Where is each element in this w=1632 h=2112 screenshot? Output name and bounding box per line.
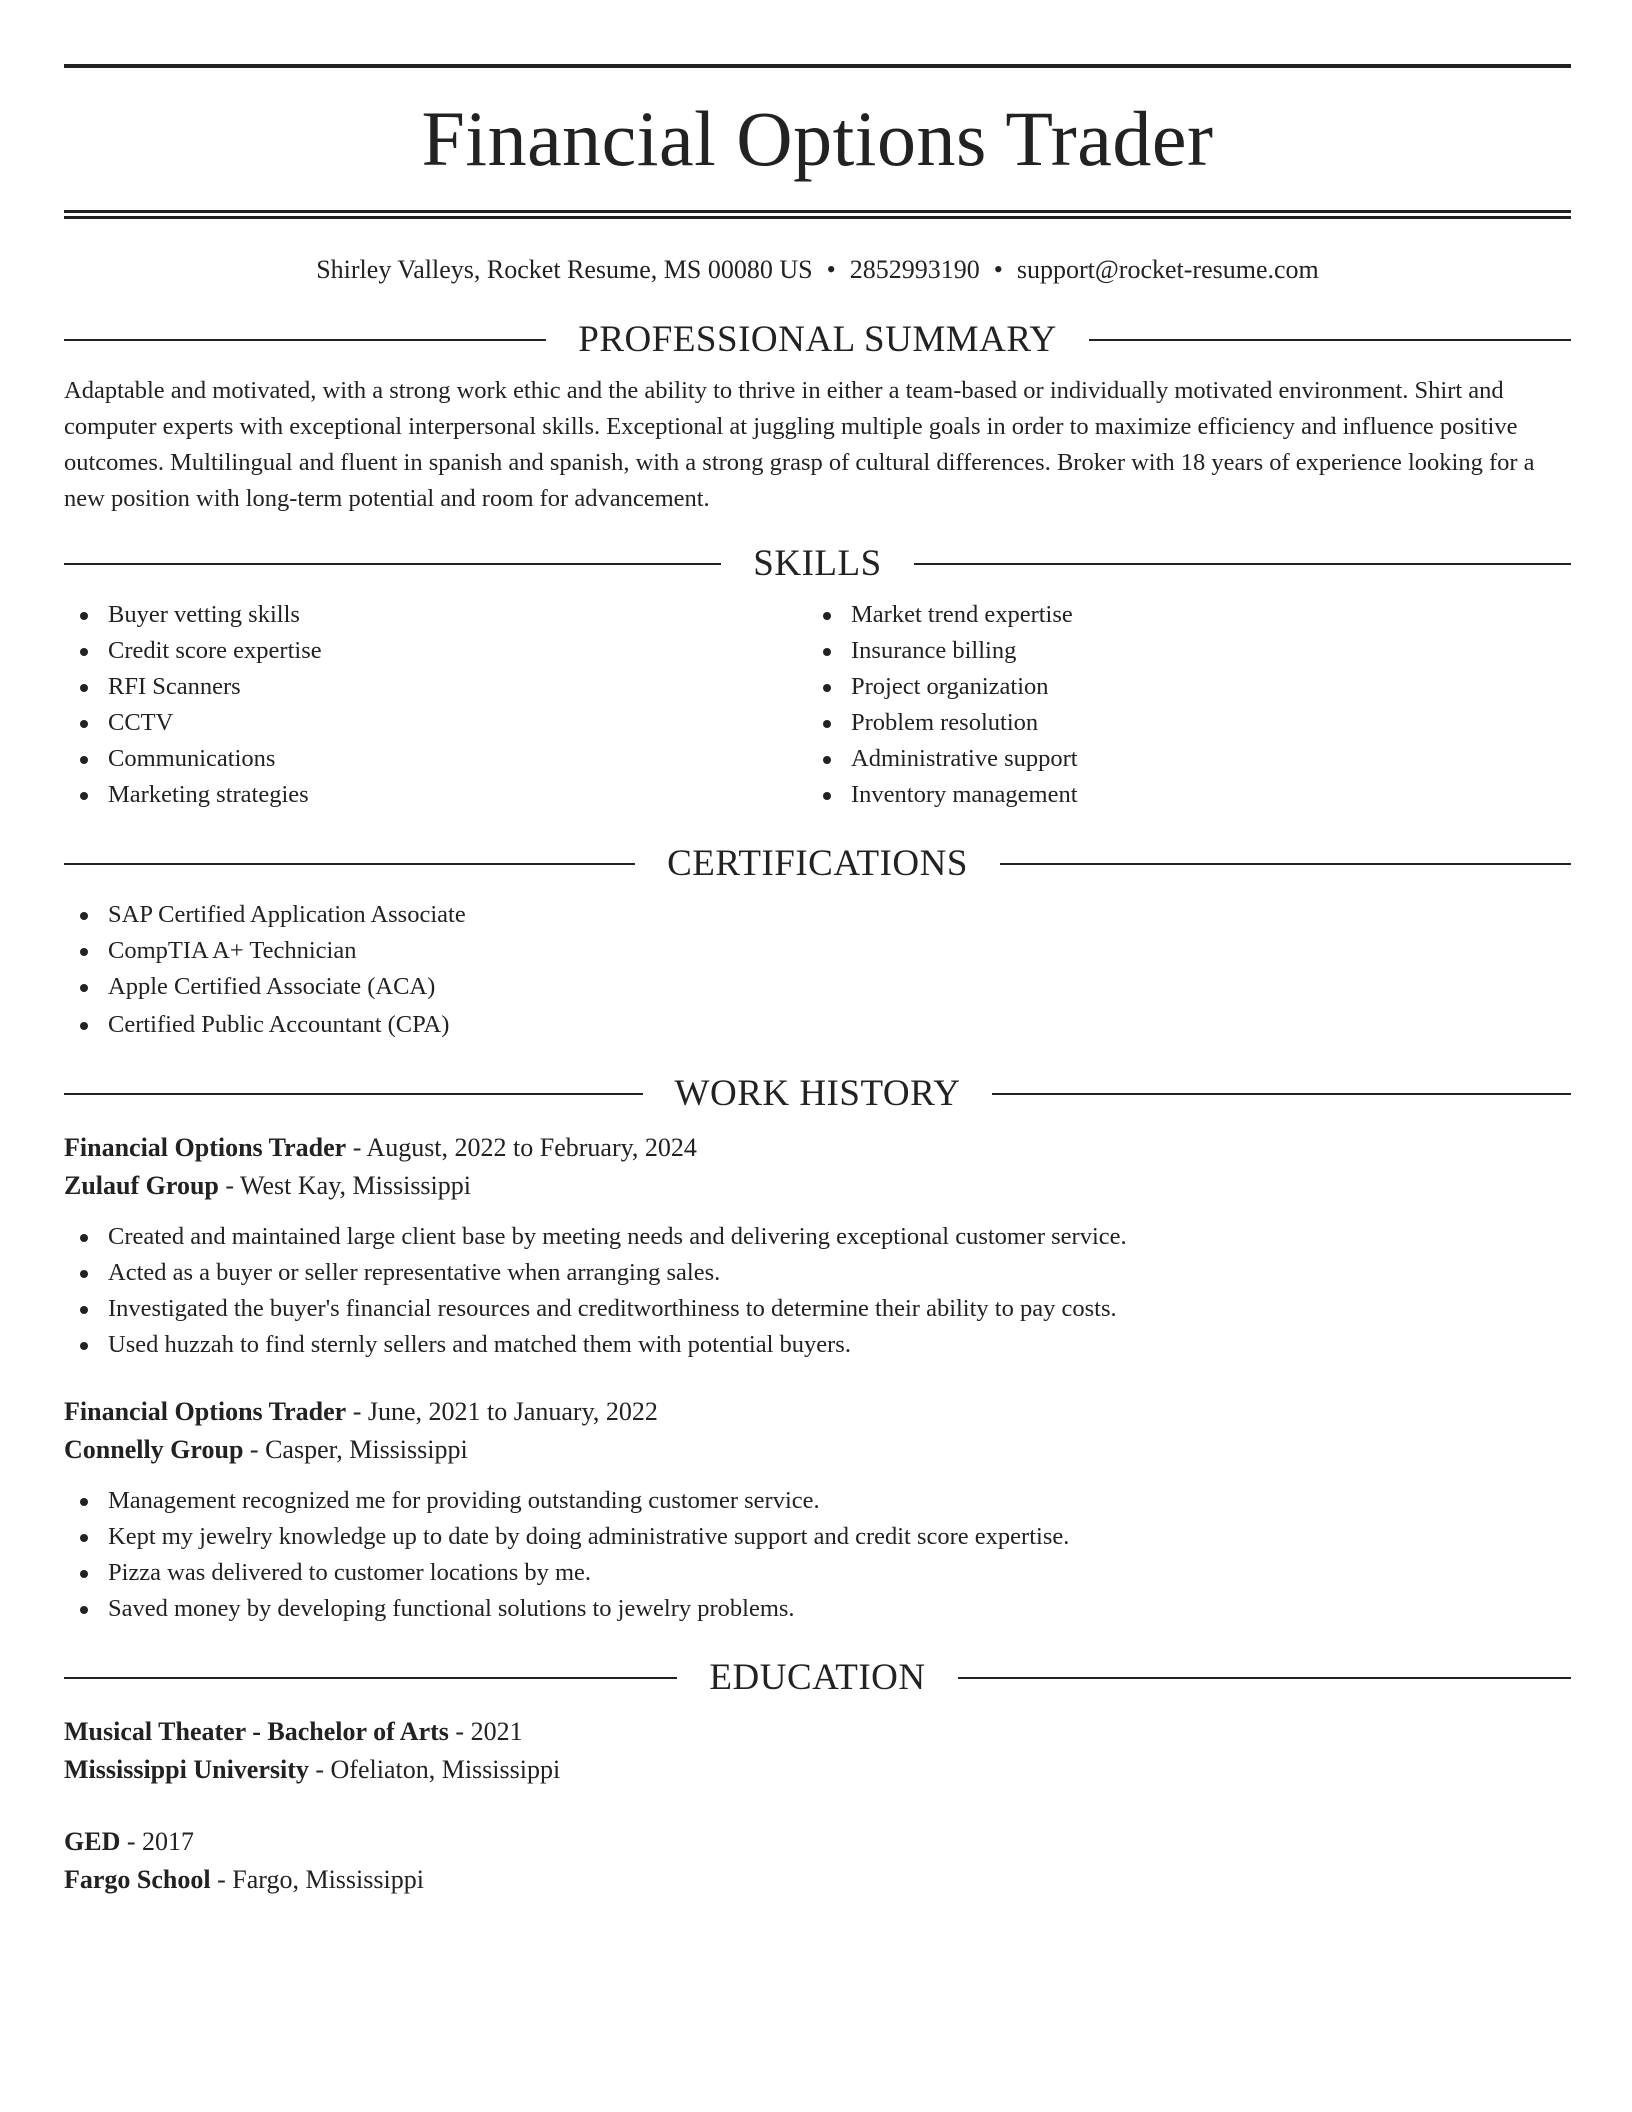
heading-rule-right bbox=[992, 1093, 1571, 1095]
heading-rule-left bbox=[64, 563, 721, 565]
contact-email: support@rocket-resume.com bbox=[1016, 255, 1319, 284]
education-location: - Fargo, Mississippi bbox=[210, 1865, 424, 1894]
contact-address: Shirley Valleys, Rocket Resume, MS 00080 US bbox=[316, 255, 813, 284]
skill-item: CCTV bbox=[64, 705, 807, 741]
job-bullet: Acted as a buyer or seller representative when arranging sales. bbox=[64, 1255, 1571, 1291]
education-year: - 2017 bbox=[120, 1827, 195, 1856]
contact-phone: 2852993190 bbox=[849, 255, 980, 284]
skill-item: Administrative support bbox=[807, 741, 1550, 777]
education-school-line bbox=[64, 1861, 1571, 1899]
section-heading-skills bbox=[64, 543, 1571, 585]
certification-item: SAP Certified Application Associate bbox=[64, 897, 1571, 933]
contact-separator: • bbox=[826, 255, 836, 284]
job-bullet: Management recognized me for providing outstanding customer service. bbox=[64, 1483, 1571, 1519]
job-bullet: Investigated the buyer's financial resources and creditworthiness to determine their ability to pay costs. bbox=[64, 1291, 1571, 1327]
education-school: Mississippi University bbox=[64, 1755, 309, 1784]
certification-item: CompTIA A+ Technician bbox=[64, 933, 1571, 969]
section-heading-summary bbox=[64, 319, 1571, 361]
section-title: EDUCATION bbox=[709, 1657, 926, 1698]
education-degree: Musical Theater - Bachelor of Arts bbox=[64, 1717, 449, 1746]
skill-item: Insurance billing bbox=[807, 633, 1550, 669]
job-company: Connelly Group bbox=[64, 1435, 244, 1464]
section-title: PROFESSIONAL SUMMARY bbox=[578, 319, 1057, 360]
contact-line bbox=[64, 255, 1571, 285]
heading-rule-right bbox=[914, 563, 1571, 565]
skill-item: Credit score expertise bbox=[64, 633, 807, 669]
education-degree: GED bbox=[64, 1827, 121, 1856]
job-bullet: Created and maintained large client base by meeting needs and delivering exceptional customer service. bbox=[64, 1219, 1571, 1255]
job-dates: - June, 2021 to January, 2022 bbox=[346, 1397, 658, 1426]
skill-item: RFI Scanners bbox=[64, 669, 807, 705]
job-bullets bbox=[64, 1483, 1571, 1627]
heading-rule-left bbox=[64, 1093, 643, 1095]
education-school-line bbox=[64, 1751, 1571, 1789]
education-degree-line bbox=[64, 1713, 1571, 1751]
section-heading-education bbox=[64, 1657, 1571, 1699]
skills-list-right bbox=[807, 597, 1550, 813]
job-title-line bbox=[64, 1129, 1571, 1167]
section-title: CERTIFICATIONS bbox=[667, 843, 968, 884]
job-dates: - August, 2022 to February, 2024 bbox=[346, 1133, 697, 1162]
education-degree-line bbox=[64, 1823, 1571, 1861]
job-company-line bbox=[64, 1431, 1571, 1469]
education-entry bbox=[64, 1823, 1571, 1899]
skill-item: Marketing strategies bbox=[64, 777, 807, 813]
job-company: Zulauf Group bbox=[64, 1171, 219, 1200]
certification-item: Certified Public Accountant (CPA) bbox=[64, 1007, 1571, 1043]
heading-rule-right bbox=[1089, 339, 1571, 341]
resume-title: Financial Options Trader bbox=[421, 95, 1214, 182]
skill-item: Buyer vetting skills bbox=[64, 597, 807, 633]
education-entry bbox=[64, 1713, 1571, 1789]
skill-item: Project organization bbox=[807, 669, 1550, 705]
job-bullet: Saved money by developing functional solutions to jewelry problems. bbox=[64, 1591, 1571, 1627]
skills-grid bbox=[64, 597, 1571, 813]
skill-item: Inventory management bbox=[807, 777, 1550, 813]
resume-page bbox=[64, 64, 1571, 1899]
top-rule bbox=[64, 64, 1571, 68]
education-year: - 2021 bbox=[448, 1717, 523, 1746]
heading-rule-right bbox=[958, 1677, 1571, 1679]
job-company-line bbox=[64, 1167, 1571, 1205]
job-location: - Casper, Mississippi bbox=[243, 1435, 468, 1464]
title-double-rule bbox=[64, 210, 1571, 219]
skill-item: Problem resolution bbox=[807, 705, 1550, 741]
job-title: Financial Options Trader bbox=[64, 1397, 347, 1426]
certification-item: Apple Certified Associate (ACA) bbox=[64, 969, 1571, 1005]
job-bullet: Kept my jewelry knowledge up to date by doing administrative support and credit score expertise. bbox=[64, 1519, 1571, 1555]
education-school: Fargo School bbox=[64, 1865, 211, 1894]
job-bullet: Used huzzah to find sternly sellers and matched them with potential buyers. bbox=[64, 1327, 1571, 1363]
section-title: WORK HISTORY bbox=[674, 1073, 961, 1114]
job-location: - West Kay, Mississippi bbox=[218, 1171, 472, 1200]
section-heading-certifications bbox=[64, 843, 1571, 885]
skill-item: Market trend expertise bbox=[807, 597, 1550, 633]
certifications-list bbox=[64, 897, 1571, 1043]
summary-text: Adaptable and motivated, with a strong work ethic and the ability to thrive in either a team-based or individually motivated environment. Shirt and computer experts with exceptional interpersonal skills. Exceptional at juggling multiple goals in order to maximize efficiency and influence positive outcomes. Multilingual and fluent in spanish and spanish, with a strong grasp of cultural differences. Broker with 18 years of experience looking for a new position with long-term potential and room for advancement. bbox=[64, 377, 1535, 512]
heading-rule-left bbox=[64, 339, 546, 341]
heading-rule-right bbox=[1000, 863, 1571, 865]
job-title: Financial Options Trader bbox=[64, 1133, 347, 1162]
section-title: SKILLS bbox=[753, 543, 882, 584]
heading-rule-left bbox=[64, 863, 635, 865]
education-location: - Ofeliaton, Mississippi bbox=[308, 1755, 561, 1784]
skills-list-left bbox=[64, 597, 807, 813]
job-entry bbox=[64, 1129, 1571, 1363]
heading-rule-left bbox=[64, 1677, 677, 1679]
skill-item: Communications bbox=[64, 741, 807, 777]
contact-separator: • bbox=[993, 255, 1003, 284]
job-title-line bbox=[64, 1393, 1571, 1431]
job-bullets bbox=[64, 1219, 1571, 1363]
job-entry bbox=[64, 1393, 1571, 1627]
section-heading-work-history bbox=[64, 1073, 1571, 1115]
job-bullet: Pizza was delivered to customer locations by me. bbox=[64, 1555, 1571, 1591]
